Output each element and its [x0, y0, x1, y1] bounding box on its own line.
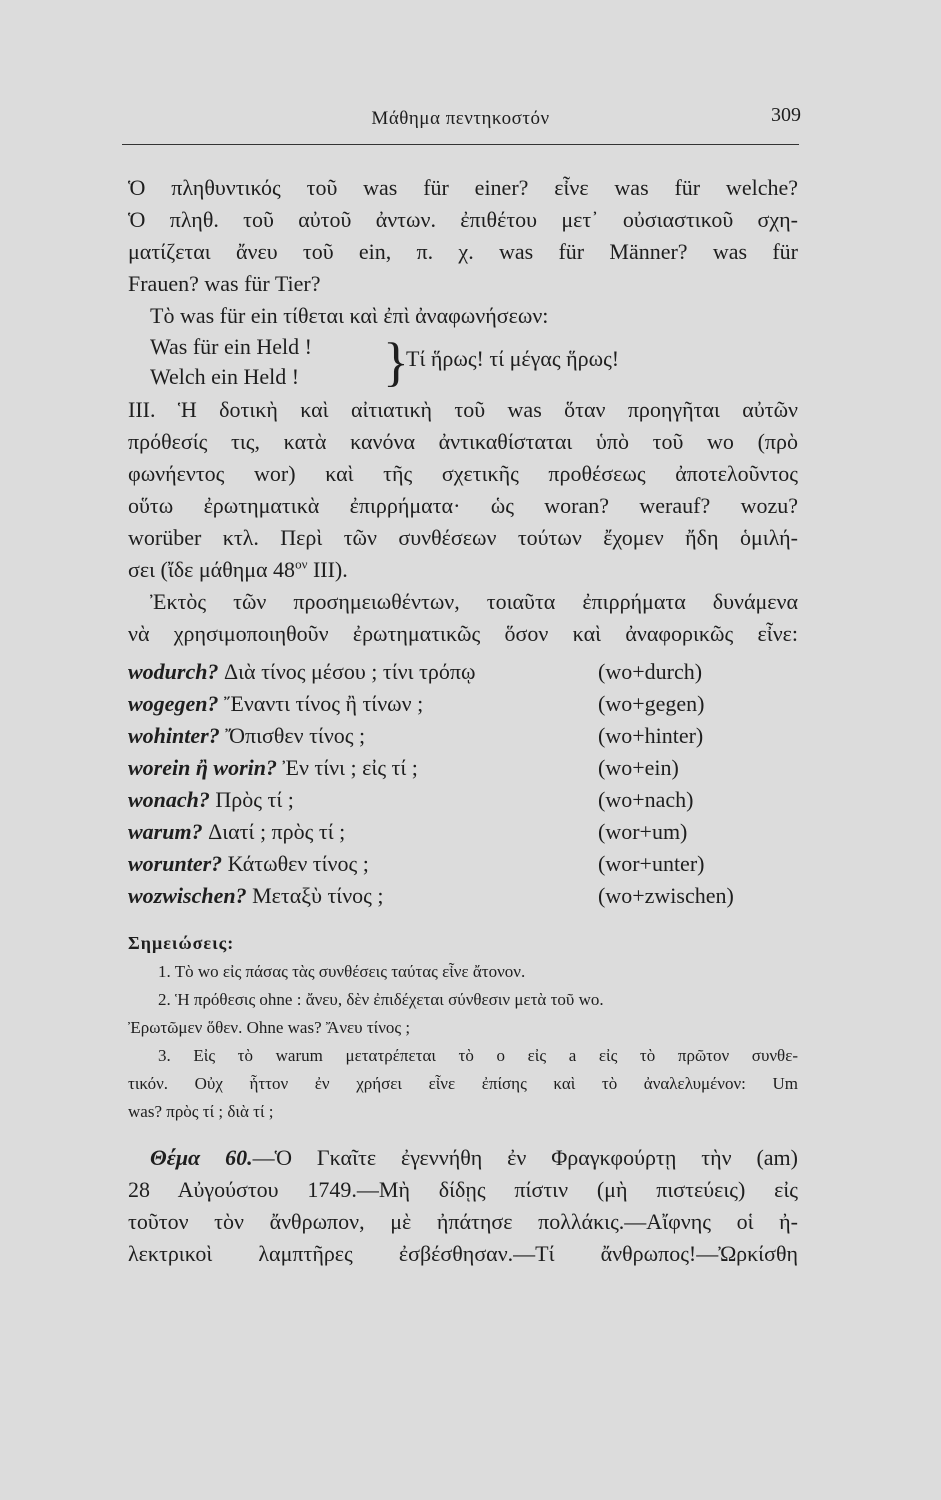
brace-icon: } — [383, 332, 409, 392]
vocab-composition: (wo+nach) — [598, 787, 694, 812]
note-line: 1. Τὸ wo εἰς πάσας τὰς συνθέσεις ταύτας εἶνε ἄτονον. — [158, 962, 526, 981]
note-line: was? πρὸς τί ; διὰ τί ; — [128, 1102, 274, 1121]
note-line: τικόν. Οὐχ ἧττον ἐν χρήσει εἶνε ἐπίσης καὶ τὸ ἀναλελυμένον: Um — [128, 1074, 798, 1093]
page-number: 309 — [771, 104, 801, 126]
exclamation-example — [128, 332, 798, 394]
vocab-row: worein ἢ worin? Ἐν τίνι ; εἰς τί ; (wo+ein) — [128, 752, 798, 784]
paragraph-line: φωνήεντος wor) καὶ τῆς σχετικῆς προθέσεως ἀποτελοῦντος — [128, 461, 798, 486]
paragraph-line: νὰ χρησιμοποιηθοῦν ἐρωτηματικῶς ὅσον καὶ ἀναφορικῶς εἶνε: — [128, 621, 798, 646]
vocab-row: warum? Διατί ; πρὸς τί ; (wor+um) — [128, 816, 798, 848]
vocab-composition: (wo+zwischen) — [598, 883, 734, 908]
vocab-composition: (wo+hinter) — [598, 723, 704, 748]
paragraph-line: III. Ἡ δοτικὴ καὶ αἰτιατικὴ τοῦ was ὅταν προηγῆται αὐτῶν — [128, 397, 798, 422]
vocab-row: wogegen? Ἔναντι τίνος ἢ τίνων ; (wo+gegen) — [128, 688, 798, 720]
theme-line: τοῦτον τὸν ἄνθρωπον, μὲ ἠπάτησε πολλάκις.—Αἴφνης οἱ ἠ- — [128, 1209, 798, 1234]
vocab-composition: (wo+durch) — [598, 659, 703, 684]
exclamation-translation: Τί ἥρως! τί μέγας ἥρως! — [406, 346, 620, 371]
note-line: Ἐρωτῶμεν ὅθεν. Ohne was? Ἄνευ τίνος ; — [128, 1018, 411, 1037]
paragraph-line-last: σει (ἴδε μάθημα $48^{o\nu}$ III). — [128, 556, 348, 582]
vocab-row: wodurch? Διὰ τίνος μέσου ; τίνι τρόπῳ (wo+durch) — [128, 656, 798, 688]
note-line: 3. Εἰς τὸ warum μετατρέπεται τὸ o εἰς a εἰς τὸ πρῶτον συνθε- — [158, 1046, 798, 1065]
vocab-row: worunter? Κάτωθεν τίνος ; (wor+unter) — [128, 848, 798, 880]
paragraph-line: Τὸ was für ein τίθεται καὶ ἐπὶ ἀναφωνήσεων: — [150, 303, 549, 328]
vocab-row: wohinter? Ὄπισθεν τίνος ; (wo+hinter) — [128, 720, 798, 752]
vocab-composition: (wo+gegen) — [598, 691, 705, 716]
note-line: 2. Ἡ πρόθεσις ohne : ἄνευ, δὲν ἐπιδέχεται σύνθεσιν μετὰ τοῦ wo. — [158, 990, 604, 1009]
page-body — [128, 172, 798, 1270]
exclamation-line-2: Welch ein Held ! — [150, 364, 300, 389]
vocab-composition: (wor+unter) — [598, 851, 705, 876]
vocab-composition: (wor+um) — [598, 819, 688, 844]
vocab-row: wonach? Πρὸς τί ; (wo+nach) — [128, 784, 798, 816]
notes-section — [128, 928, 798, 1126]
running-header — [122, 104, 801, 145]
paragraph-line: worüber κτλ. Περὶ τῶν συνθέσεων τούτων ἔχομεν ἤδη ὁμιλή- — [128, 525, 798, 550]
exclamation-line-1: Was für ein Held ! — [150, 334, 312, 359]
vocab-row: wozwischen? Μεταξὺ τίνος ; (wo+zwischen) — [128, 880, 798, 912]
paragraph-line: πρόθεσίς τις, κατὰ κανόνα ἀντικαθίσταται ὑπὸ τοῦ wo (πρὸ — [128, 429, 798, 454]
chapter-title: Μάθημα πεντηκοστόν — [371, 108, 550, 129]
theme-label: Θέμα 60. — [150, 1145, 253, 1170]
paragraph-line: Ἐκτὸς τῶν προσημειωθέντων, τοιαῦτα ἐπιρρήματα δυνάμενα — [150, 589, 798, 614]
paragraph-line: Ὁ πληθυντικός τοῦ was für einer? εἶνε was für welche? — [128, 175, 798, 200]
paragraph-line: Ὁ πληθ. τοῦ αὐτοῦ ἀντων. ἐπιθέτου μετ᾽ οὐσιαστικοῦ σχη- — [128, 207, 798, 232]
notes-title: Σημειώσεις: — [128, 933, 235, 953]
paragraph-line: οὕτω ἐρωτηματικὰ ἐπιρρήματα· ὡς woran? werauf? wozu? — [128, 493, 798, 518]
paragraph-line: ματίζεται ἄνευ τοῦ ein, π. χ. was für Männer? was für — [128, 239, 798, 264]
paragraph-line: Frauen? was für Tier? — [128, 271, 321, 296]
theme-line: λεκτρικοὶ λαμπτῆρες ἐσβέσθησαν.—Τί ἄνθρωπος!—Ὠρκίσθη — [128, 1241, 798, 1266]
vocab-composition: (wo+ein) — [598, 755, 679, 780]
theme-line: 28 Αὐγούστου 1749.—Μὴ δίδῃς πίστιν (μὴ πιστεύεις) εἰς — [128, 1177, 798, 1202]
theme-line: Θέμα 60.—Ὁ Γκαῖτε ἐγεννήθη ἐν Φραγκφούρτῃ τὴν (am) — [150, 1145, 798, 1170]
